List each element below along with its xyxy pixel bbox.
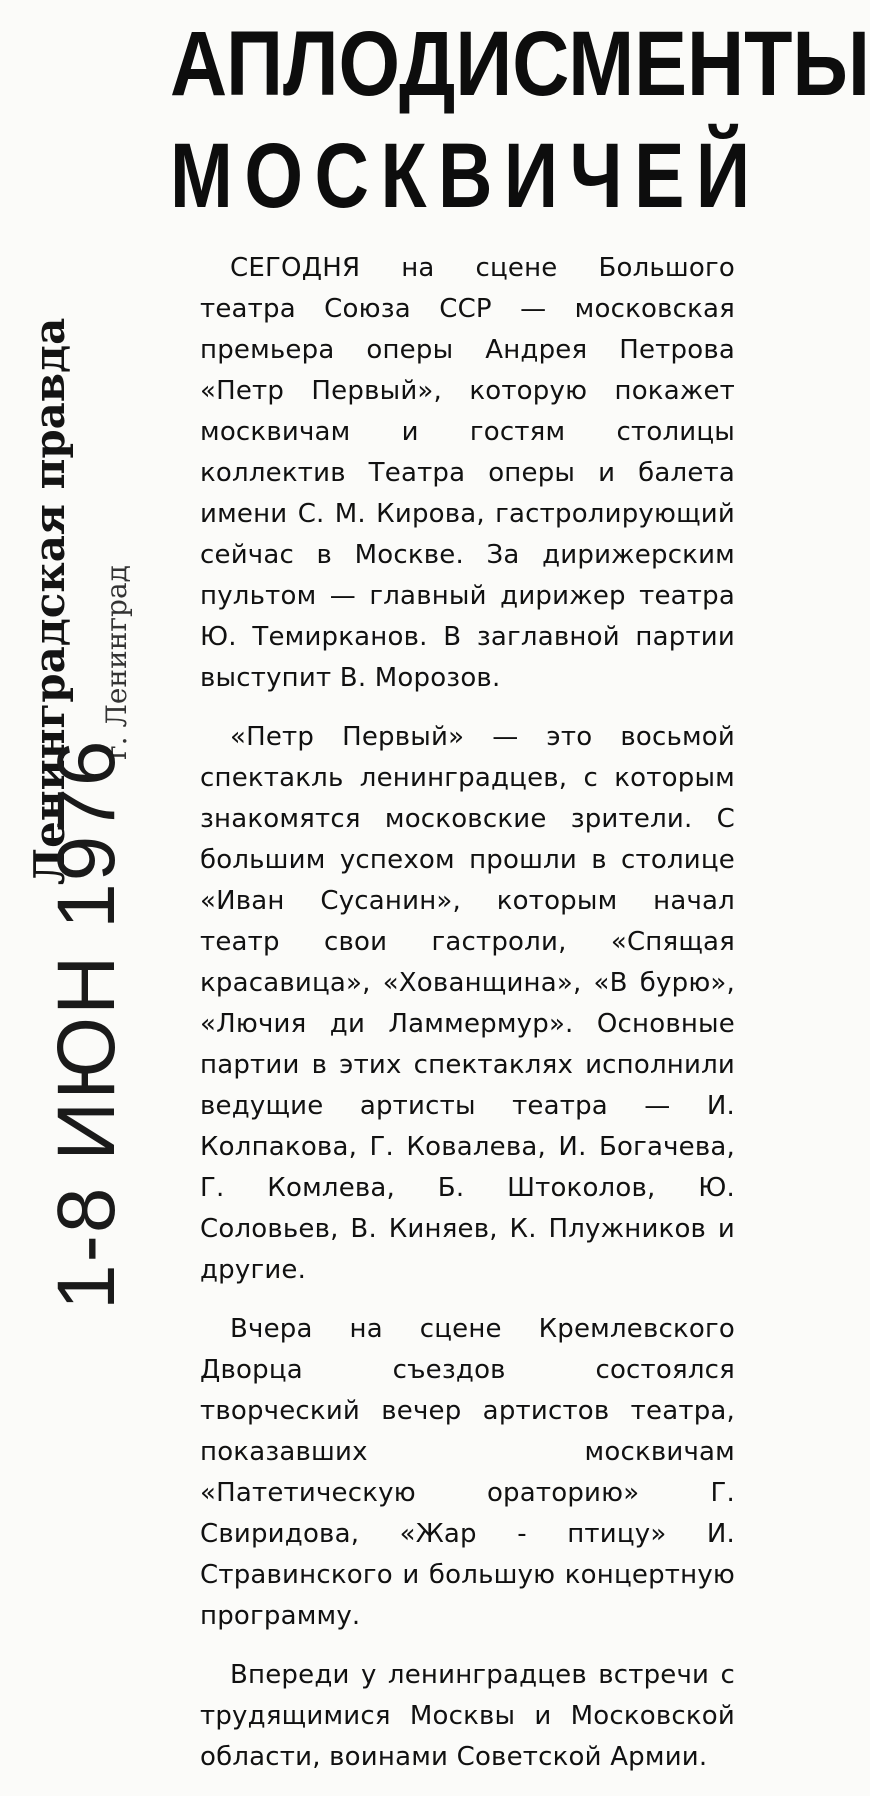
city-stamp: г. Ленинград <box>100 565 133 760</box>
paragraph-1: СЕГОДНЯ на сцене Большого театра Союза ССР — московская премьера оперы Андрея Петрова «Петр Первый», которую покажет москвичам и гостям столицы коллектив Театра оперы и балета имени С. М. Кирова, гастролирующий сейчас в Москве. За дирижерским пультом — главный дирижер театра Ю. Темирканов. В заглавной партии выступит В. Морозов. <box>200 253 735 693</box>
date-stamp: 1-8 ИЮН 1976 <box>41 738 132 1310</box>
paragraph-2: «Петр Первый» — это восьмой спектакль ленинградцев, с которым знакомятся московские зрители. С большим успехом прошли в столице «Иван Сусанин», которым начал театр свои гастроли, «Спящая красавица», «Хованщина», «В бурю», «Лючия ди Ламмермур». Основные партии в этих спектаклях исполнили ведущие артисты театра — И. Колпакова, Г. Ковалева, И. Богачева, Г. Комлева, Б. Штоколов, Ю. Соловьев, В. Киняев, К. Плужников и другие. <box>200 722 735 1285</box>
headline-line-1: АПЛОДИСМЕНТЫ <box>170 13 870 115</box>
paragraph-4: Впереди у ленинградцев встречи с трудящимися Москвы и Московской области, воинами Советской Армии. <box>200 1660 735 1772</box>
newspaper-name-stamp: Ленинградская правда <box>25 317 74 885</box>
paragraph-3: Вчера на сцене Кремлевского Дворца съездов состоялся творческий вечер артистов театра, показавших москвичам «Патетическую ораторию» Г. Свиридова, «Жар - птицу» И. Стравинского и большую концертную программу. <box>200 1314 735 1631</box>
headline <box>170 8 870 232</box>
headline-line-2: МОСКВИЧЕЙ <box>170 125 762 227</box>
article-body <box>200 248 735 1796</box>
